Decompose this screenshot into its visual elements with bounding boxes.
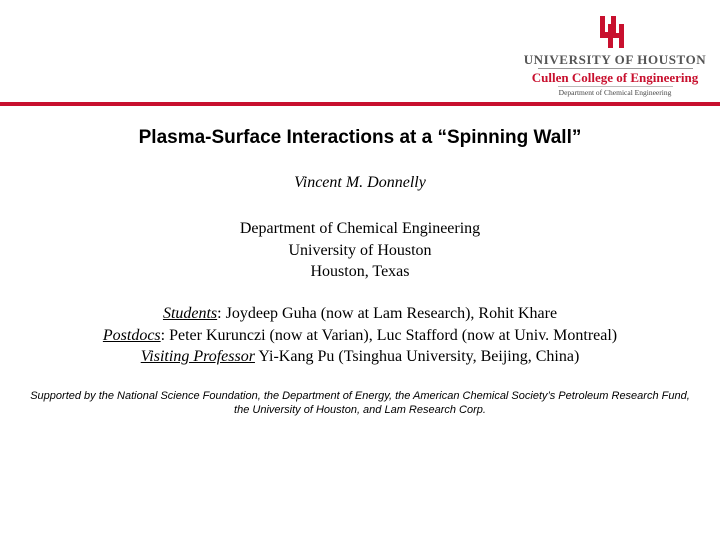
- contributor-line-visiting-professor: [0, 346, 720, 368]
- contributor-role: Postdocs: [102, 326, 161, 344]
- affiliation: [0, 218, 720, 283]
- affiliation-department: Department of Chemical Engineering: [239, 220, 481, 237]
- logo-department-name: Department of Chemical Engineering: [558, 88, 672, 97]
- contributor-line-students: [0, 303, 720, 325]
- funding-acknowledgement: Supported by the National Science Foundation, the Department of Energy, the American Chemical Society’s Petroleum Research Fund, the University of Houston, and Lam Research Corp.: [30, 390, 690, 416]
- contributor-separator: :: [217, 305, 226, 322]
- logo-college-name: Cullen College of Engineering: [531, 70, 699, 85]
- contributors-list: [0, 303, 720, 368]
- slide-title: Plasma-Surface Interactions at a “Spinning Wall”: [138, 127, 582, 148]
- contributor-names: Joydeep Guha (now at Lam Research), Rohit Khare: [225, 305, 558, 322]
- contributor-names: Yi-Kang Pu (Tsinghua University, Beijing, China): [258, 348, 580, 365]
- contributor-role: Students: [162, 305, 218, 322]
- contributor-role: Visiting Professor: [140, 348, 255, 365]
- logo-divider: [558, 86, 673, 87]
- contributor-separator: :: [160, 326, 170, 344]
- contributor-line-postdocs: [0, 325, 720, 347]
- contributor-names: Peter Kurunczi (now at Varian), Luc Stafford (now at Univ. Montreal): [169, 326, 618, 344]
- header-rule: [0, 102, 720, 106]
- logo-university-name: UNIVERSITY OF HOUSTON: [523, 52, 707, 67]
- affiliation-location: Houston, Texas: [310, 263, 410, 280]
- author-name: Vincent M. Donnelly: [294, 174, 426, 191]
- university-logo: [520, 8, 710, 98]
- logo-divider: [538, 68, 693, 69]
- uh-interlocking-logo-icon: [598, 14, 626, 50]
- affiliation-university: University of Houston: [288, 241, 432, 259]
